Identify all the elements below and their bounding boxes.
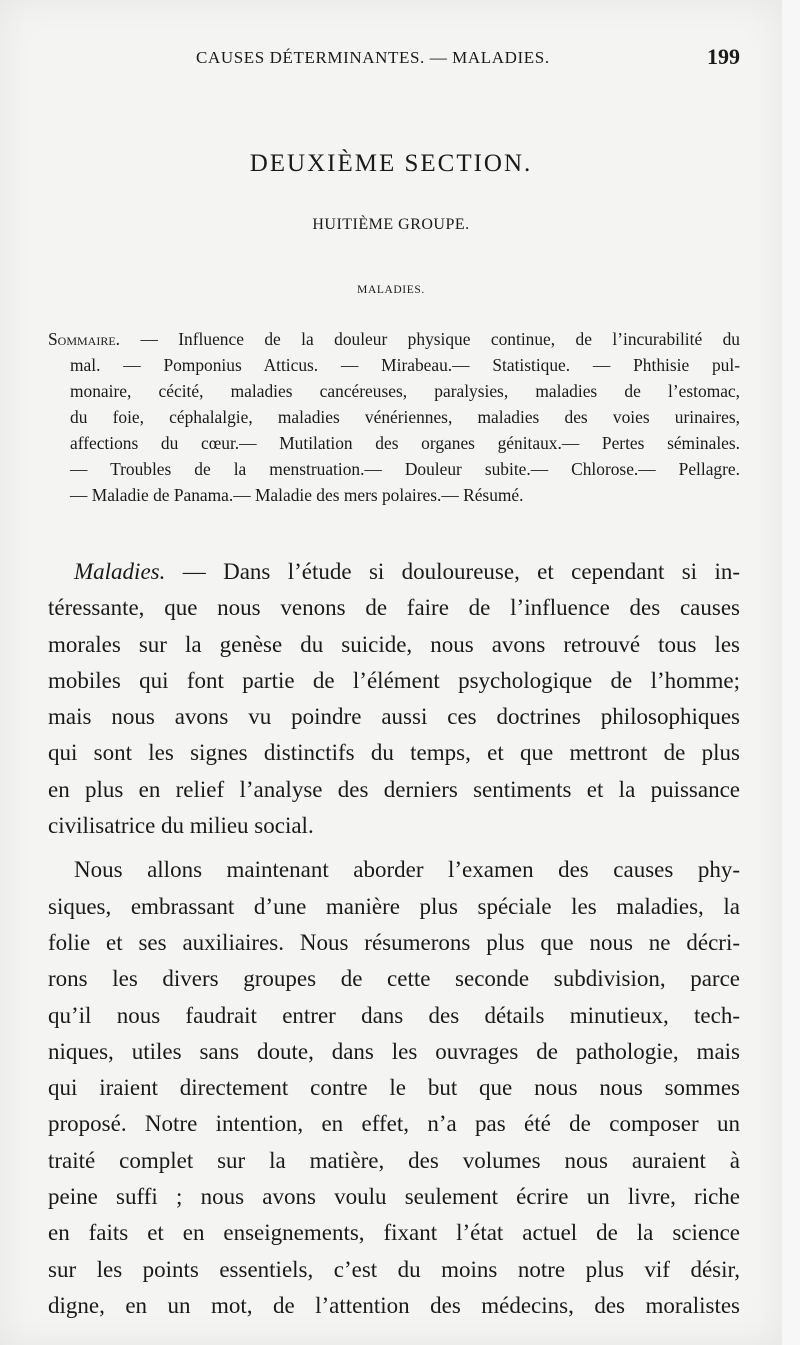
paragraph-line: folie et ses auxiliaires. Nous résumerons plus que nous ne décri- xyxy=(48,929,740,955)
summary-line: mal. — Pomponius Atticus. — Mirabeau.— Statistique. — Phthisie pul- xyxy=(70,355,740,375)
paragraph-line: siques, embrassant d’une manière plus spéciale les maladies, la xyxy=(48,893,740,919)
paragraph-line: Nous allons maintenant aborder l’examen des causes phy- xyxy=(74,857,740,883)
paragraph-line: en faits et en enseignements, fixant l’état actuel de la science xyxy=(48,1220,740,1246)
summary-line: — Troubles de la menstruation.— Douleur subite.— Chlorose.— Pellagre. xyxy=(70,459,740,479)
paragraph-line xyxy=(48,554,740,590)
body-text xyxy=(48,554,740,1324)
paragraph-line: mobiles qui font partie de l’élément psychologique de l’homme; xyxy=(48,667,740,693)
page-number: 199 xyxy=(707,44,740,69)
paragraph-line: mais nous avons vu poindre aussi ces doctrines philosophiques xyxy=(48,704,740,730)
paragraph-line: morales sur la genèse du suicide, nous avons retrouvé tous les xyxy=(48,631,740,657)
summary-block xyxy=(48,326,740,508)
paragraph-line: qu’il nous faudrait entrer dans des détails minutieux, tech- xyxy=(48,1002,740,1028)
summary-line-text: — Influence de la douleur physique continue, de l’incurabilité du xyxy=(120,329,740,349)
paragraph-line: en plus en relief l’analyse des derniers sentiments et la puissance xyxy=(48,776,740,802)
paragraph-line: proposé. Notre intention, en effet, n’a pas été de composer un xyxy=(48,1111,740,1137)
paragraph-lead: Maladies. xyxy=(74,559,166,584)
summary-line xyxy=(48,326,740,352)
summary-line: du foie, céphalalgie, maladies vénériennes, maladies des voies urinaires, xyxy=(70,407,740,427)
summary-line: — Maladie de Panama.— Maladie des mers polaires.— Résumé. xyxy=(70,485,524,505)
paragraph-line: sur les points essentiels, c’est du moins notre plus vif désir, xyxy=(48,1256,740,1282)
paragraph-line: digne, en un mot, de l’attention des médecins, des moralistes xyxy=(48,1292,740,1318)
summary-label: Sommaire. xyxy=(48,329,121,349)
group-title: HUITIÈME GROUPE. xyxy=(312,216,470,233)
summary-line: monaire, cécité, maladies cancéreuses, paralysies, maladies de l’estomac, xyxy=(70,381,740,401)
paragraph-line: traité complet sur la matière, des volumes nous auraient à xyxy=(48,1147,740,1173)
section-title: DEUXIÈME SECTION. xyxy=(249,150,533,177)
paragraph-line: niques, utiles sans doute, dans les ouvrages de pathologie, mais xyxy=(48,1038,740,1064)
page-edge xyxy=(782,0,800,1345)
running-head: CAUSES DÉTERMINANTES. — MALADIES. xyxy=(196,48,550,67)
summary-line: affections du cœur.— Mutilation des organes génitaux.— Pertes séminales. xyxy=(70,433,740,453)
paragraph-gap xyxy=(48,844,740,852)
paragraph-line: qui iraient directement contre le but que nous nous sommes xyxy=(48,1075,740,1101)
topic-title: MALADIES. xyxy=(357,284,425,296)
paragraph-line: rons les divers groupes de cette seconde subdivision, parce xyxy=(48,966,740,992)
paragraph-line-text: — Dans l’étude si douloureuse, et cependant si in- xyxy=(165,559,740,584)
page-header xyxy=(196,44,740,74)
paragraph-line: qui sont les signes distinctifs du temps, et que mettront de plus xyxy=(48,740,740,766)
paragraph-line: civilisatrice du milieu social. xyxy=(48,813,314,839)
paragraph-line: téressante, que nous venons de faire de l’influence des causes xyxy=(48,595,740,621)
paragraph-line: peine suffi ; nous avons voulu seulement écrire un livre, riche xyxy=(48,1184,740,1210)
